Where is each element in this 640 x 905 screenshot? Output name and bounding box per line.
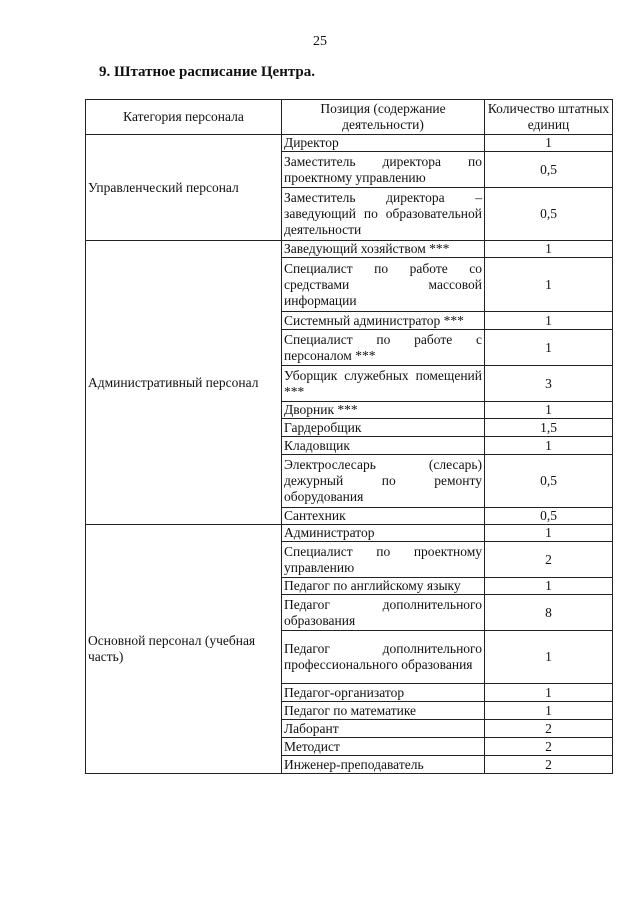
count-cell: 0,5 (485, 188, 613, 241)
position-cell: Заведующий хозяйством *** (282, 241, 485, 258)
count-cell: 3 (485, 366, 613, 402)
count-cell: 0,5 (485, 508, 613, 525)
position-cell: Заместитель директора – заведующий по образовательной деятельности (282, 188, 485, 241)
position-cell: Лаборант (282, 720, 485, 738)
count-cell: 1 (485, 684, 613, 702)
position-cell: Заместитель директора по проектному управлению (282, 152, 485, 188)
count-cell: 0,5 (485, 455, 613, 508)
count-cell: 1 (485, 631, 613, 684)
category-cell: Управленческий персонал (86, 135, 282, 241)
position-cell: Сантехник (282, 508, 485, 525)
position-cell: Педагог по математике (282, 702, 485, 720)
count-cell: 1 (485, 135, 613, 152)
position-cell: Педагог дополнительного профессионального образования (282, 631, 485, 684)
count-cell: 1 (485, 241, 613, 258)
count-cell: 1 (485, 330, 613, 366)
position-cell: Уборщик служебных помещений *** (282, 366, 485, 402)
table-header-row (86, 100, 613, 135)
position-cell: Гардеробщик (282, 419, 485, 437)
position-cell: Директор (282, 135, 485, 152)
position-cell: Системный администратор *** (282, 312, 485, 330)
count-cell: 1 (485, 525, 613, 542)
count-cell: 2 (485, 720, 613, 738)
position-cell: Инженер-преподаватель (282, 756, 485, 774)
position-cell: Педагог по английскому языку (282, 578, 485, 595)
position-cell: Кладовщик (282, 437, 485, 455)
count-cell: 2 (485, 756, 613, 774)
table-row (86, 241, 613, 258)
page-number: 25 (313, 34, 327, 49)
count-cell: 1 (485, 258, 613, 312)
position-cell: Специалист по работе с персоналом *** (282, 330, 485, 366)
count-cell: 1 (485, 702, 613, 720)
position-cell: Дворник *** (282, 402, 485, 419)
position-cell: Педагог дополнительного образования (282, 595, 485, 631)
position-cell: Специалист по работе со средствами массовой информации (282, 258, 485, 312)
position-cell: Электрослесарь (слесарь) дежурный по ремонту оборудования (282, 455, 485, 508)
count-cell: 1,5 (485, 419, 613, 437)
header-category: Категория персонала (86, 100, 282, 135)
header-position: Позиция (содержание деятельности) (282, 100, 485, 135)
count-cell: 0,5 (485, 152, 613, 188)
count-cell: 1 (485, 578, 613, 595)
count-cell: 1 (485, 312, 613, 330)
category-cell: Основной персонал (учебная часть) (86, 525, 282, 774)
section-heading: 9. Штатное расписание Центра. (99, 64, 315, 80)
position-cell: Педагог-организатор (282, 684, 485, 702)
count-cell: 1 (485, 402, 613, 419)
table-row (86, 135, 613, 152)
table-body (86, 135, 613, 774)
header-count: Количество штатных единиц (485, 100, 613, 135)
count-cell: 2 (485, 542, 613, 578)
count-cell: 8 (485, 595, 613, 631)
staffing-table (85, 99, 613, 774)
count-cell: 1 (485, 437, 613, 455)
category-cell: Административный персонал (86, 241, 282, 525)
table-row (86, 525, 613, 542)
count-cell: 2 (485, 738, 613, 756)
position-cell: Специалист по проектному управлению (282, 542, 485, 578)
position-cell: Методист (282, 738, 485, 756)
position-cell: Администратор (282, 525, 485, 542)
